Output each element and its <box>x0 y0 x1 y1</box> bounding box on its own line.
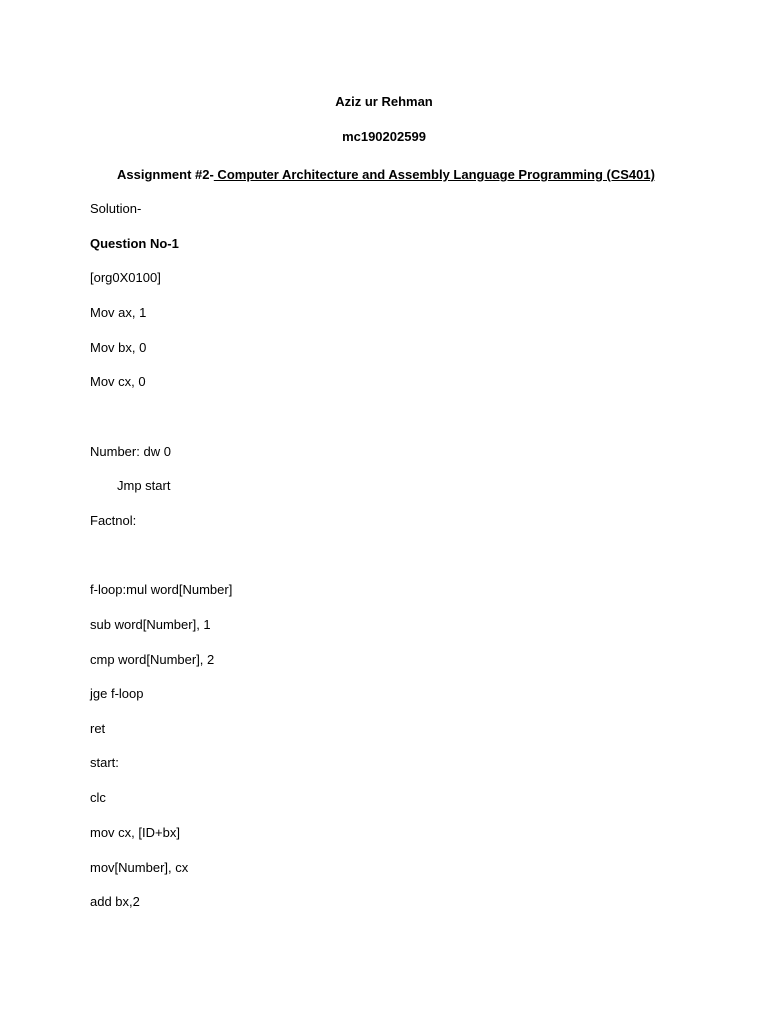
code-line: jge f-loop <box>90 686 144 701</box>
assignment-prefix: Assignment #2- <box>117 167 214 182</box>
student-id: mc190202599 <box>342 129 426 144</box>
code-line: clc <box>90 790 106 805</box>
code-line: Number: dw 0 <box>90 444 171 459</box>
code-line: cmp word[Number], 2 <box>90 652 215 667</box>
author-name: Aziz ur Rehman <box>335 94 433 109</box>
code-line: f-loop:mul word[Number] <box>90 582 233 597</box>
code-line: add bx,2 <box>90 894 140 909</box>
assignment-title <box>117 167 655 183</box>
code-line: mov[Number], cx <box>90 860 189 875</box>
code-line: Jmp start <box>117 478 171 493</box>
code-line: Mov bx, 0 <box>90 340 147 355</box>
code-line: [org0X0100] <box>90 270 161 285</box>
code-line: Factnol: <box>90 513 137 528</box>
code-line: mov cx, [ID+bx] <box>90 825 180 840</box>
solution-label: Solution- <box>90 201 142 216</box>
assignment-course: Computer Architecture and Assembly Language Programming (CS401) <box>213 167 655 182</box>
code-line: Mov ax, 1 <box>90 305 147 320</box>
code-line: start: <box>90 755 119 770</box>
code-line: Mov cx, 0 <box>90 374 146 389</box>
code-line: ret <box>90 721 106 736</box>
code-line: sub word[Number], 1 <box>90 617 211 632</box>
question-heading: Question No-1 <box>90 236 179 251</box>
